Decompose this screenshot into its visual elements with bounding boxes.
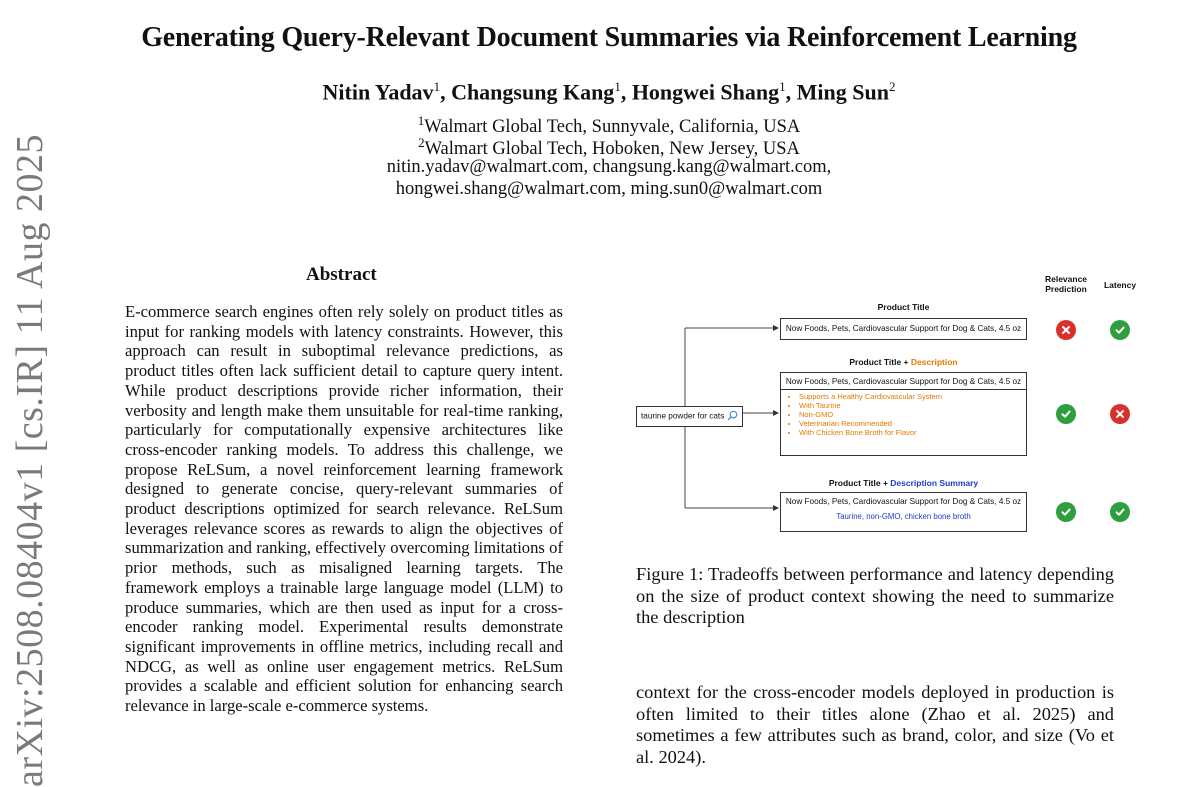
label-extra: Description: [910, 357, 958, 367]
author-list: [0, 79, 1190, 105]
label-main: Product Title: [849, 357, 902, 367]
latency-pass-icon: [1110, 320, 1130, 340]
author-separator: ,: [785, 79, 797, 105]
list-item: • With Chicken Bone Broth for Flavor: [799, 428, 1026, 437]
label-main: Product Title: [828, 478, 881, 488]
author-affiliation-mark: 2: [888, 79, 896, 94]
product-description-box: [780, 372, 1027, 456]
latency-fail-icon: [1110, 404, 1130, 424]
relevance-pass-icon: [1056, 404, 1076, 424]
author-affiliation-mark: 1: [779, 79, 786, 94]
abstract-heading: Abstract: [306, 264, 377, 285]
abstract-text: E-commerce search engines often rely solely on product titles as input for ranking models with latency constraints. However, this approach can result in suboptimal relevance predictions, as product titles often lack sufficient detail to capture query intent. While product descriptions provide richer information, their verbosity and length make them unsuitable for real-time ranking, particularly for computationally expensive architectures like cross-encoder ranking models. To address this challenge, we propose ReLSum, a novel reinforcement learning framework designed to generate concise, query-relevant summaries of product descriptions optimized for search relevance. ReLSum leverages relevance scores as rewards to align the objectives of summarization and ranking, effectively overcoming limitations of prior methods, such as misaligned learning targets. The framework employs a trainable large language model (LLM) to produce summaries, which are then used as input for a cross-encoder ranking model. Experimental results demonstrate significant improvements in offline metrics, including recall and NDCG, as well as online user engagement metrics. ReLSum provides a scalable and efficient solution for enhancing search relevance in large-scale e-commerce systems.: [125, 302, 563, 716]
affiliation-mark: 2: [418, 135, 425, 150]
list-item: • Supports a Healthy Cardiovascular System: [799, 392, 1026, 401]
author-separator: ,: [620, 79, 632, 105]
email-line-1: nitin.yadav@walmart.com, changsung.kang@walmart.com,: [386, 157, 832, 177]
row-label-title: [780, 302, 1027, 312]
author-name: Hongwei Shang: [631, 79, 780, 105]
author-name: Changsung Kang: [451, 79, 615, 105]
label-main: Product Title: [877, 302, 930, 312]
description-bullets: [799, 392, 1026, 437]
relevance-pass-icon: [1056, 502, 1076, 522]
arxiv-identifier: arXiv:2508.08404v1 [cs.IR] 11 Aug 2025: [9, 134, 51, 787]
email-line-2: hongwei.shang@walmart.com, ming.sun0@walmart.com: [395, 179, 823, 199]
figure-1: [600, 268, 1160, 548]
affiliation-text: Walmart Global Tech, Sunnyvale, California, USA: [424, 117, 801, 138]
affiliation-mark: 1: [417, 113, 425, 128]
body-paragraph: context for the cross-encoder models deployed in production is often limited to their titles alone (Zhao et al. 2025) and sometimes a few attributes such as brand, color, and size (Vo et al. 2024).: [636, 682, 1114, 767]
paper-title: Generating Query-Relevant Document Summaries via Reinforcement Learning: [141, 22, 1077, 53]
list-item: • Veterinarian Recommended: [799, 419, 1026, 428]
figure-caption: Figure 1: Tradeoffs between performance and latency depending on the size of product context showing the need to summarize the description: [636, 564, 1114, 627]
author-separator: ,: [440, 79, 452, 105]
summary-text: Taurine, non-GMO, chicken bone broth: [836, 512, 971, 521]
author-affiliation-mark: 1: [433, 79, 441, 94]
row-label-summary: [780, 478, 1027, 488]
list-item: • Non-GMO: [799, 410, 1026, 419]
product-summary-box: [780, 492, 1027, 532]
author-name: Nitin Yadav: [322, 79, 434, 105]
query-text: taurine powder for cats: [641, 411, 725, 421]
author-affiliation-mark: 1: [614, 79, 621, 94]
label-extra: Description Summary: [890, 478, 979, 488]
query-box: [636, 406, 743, 427]
row-label-description: [780, 357, 1027, 367]
list-item: • With Taurine: [799, 401, 1026, 410]
author-name: Ming Sun: [796, 79, 889, 105]
product-title-text: Now Foods, Pets, Cardiovascular Support for Dog & Cats, 4.5 oz: [785, 324, 1022, 333]
latency-header: Latency: [1103, 280, 1137, 290]
product-title-text: Now Foods, Pets, Cardiovascular Support for Dog & Cats, 4.5 oz: [785, 497, 1022, 506]
latency-pass-icon: [1110, 502, 1130, 522]
product-title-text: Now Foods, Pets, Cardiovascular Support for Dog & Cats, 4.5 oz: [781, 373, 1026, 390]
relevance-prediction-header: Relevance Prediction: [1044, 274, 1088, 294]
relevance-fail-icon: [1056, 320, 1076, 340]
product-title-box: [780, 318, 1027, 340]
search-icon: [727, 410, 738, 423]
label-plus: +: [901, 357, 911, 367]
label-plus: +: [880, 478, 891, 488]
affiliation-text: Walmart Global Tech, Hoboken, New Jersey, USA: [424, 139, 800, 160]
